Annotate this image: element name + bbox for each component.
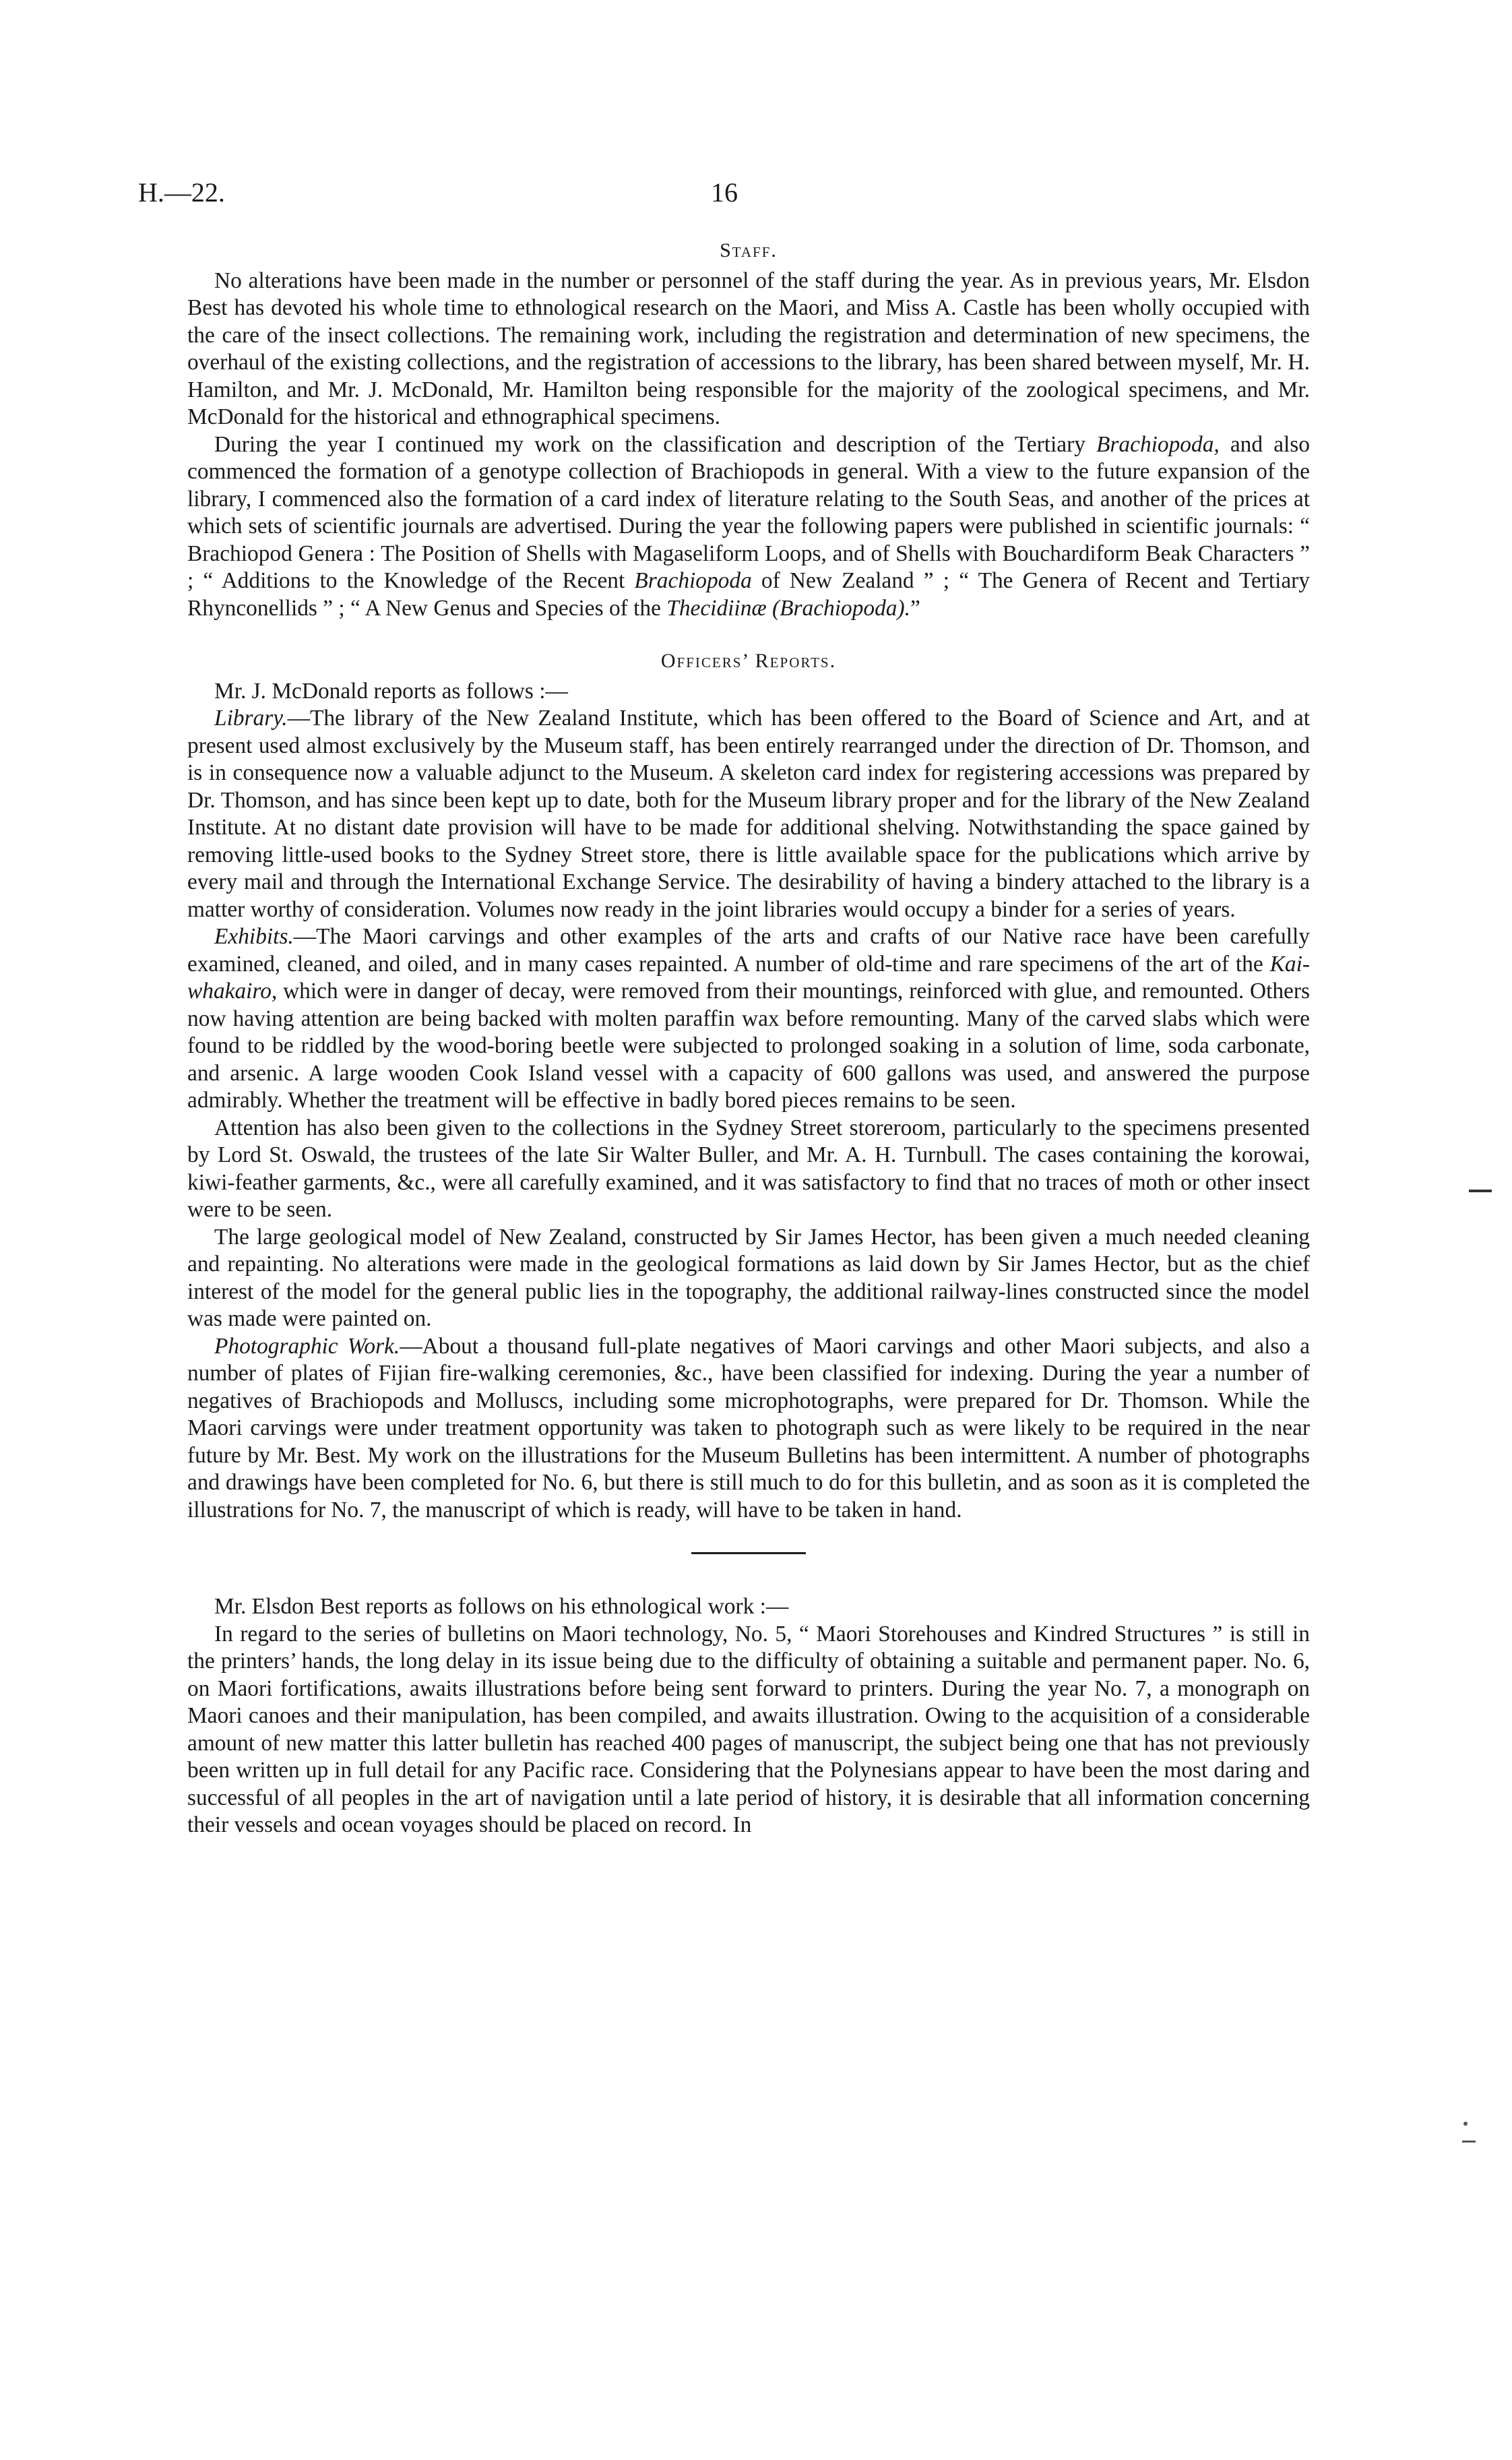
best-intro: Mr. Elsdon Best reports as follows on his ethnological work :— [214, 1594, 789, 1619]
exhibits-italic-kai-whakairo: Kai-whakairo, [187, 951, 1310, 1004]
exhibits-paragraph [187, 923, 1310, 1115]
page-header [138, 177, 1304, 217]
staff-p2-italic-brachiopoda: Brachiopoda, [1096, 431, 1220, 457]
photographic-work-label: Photographic Work. [214, 1333, 400, 1359]
staff-paragraph-2 [187, 431, 1310, 623]
staff-p2-text-c: of New Zealand ” ; “ The Genera of Recent and Tertiary Rhynconellids ” ; “ A New Genus and Species of the [187, 568, 1310, 621]
staff-p2-text-d: ” [910, 595, 920, 621]
photographic-work-paragraph [187, 1333, 1310, 1525]
best-paragraph-1: In regard to the series of bulletins on Maori technology, No. 5, “ Maori Storehouses and Kindred Structures ” is still in the printers’ hands, the long delay in its issue being due to the difficulty of obtaining a suitable and permanent paper. No. 6, on Maori fortifications, awaits illustrations before being sent forward to printers. During the year No. 7, a monograph on Maori canoes and their manipulation, has been compiled, and awaits illustration. Owing to the acquisition of a considerable amount of new matter this latter bulletin has reached 400 pages of manuscript, the subject being one that has not previously been written up in full detail for any Pacific race. Considering that the Polynesians appear to have been the most daring and successful of all peoples in the art of navigation until a late period of history, it is desirable that all information concerning their vessels and ocean voyages should be placed on record. In [187, 1621, 1310, 1837]
document-id: H.—22. [138, 177, 225, 208]
library-paragraph [187, 705, 1310, 923]
staff-p2-text-b: and also commenced the formation of a genotype collection of Brachiopods in general. With a view to the future expansion of the library, I commenced also the formation of a card index of literature relating to the South Seas, and another of the prices at which sets of scientific journals are advertised. During the year the following papers were published in scientific journals: “ Brachiopod Genera : The Position of Shells with Magaseliform Loops, and of Shells with Bouchardiform Beak Characters ” ; “ Additions to the Knowledge of the Recent [187, 431, 1310, 593]
geological-model-paragraph: The large geological model of New Zealand, constructed by Sir James Hector, has been given a much needed cleaning and repainting. No alterations were made in the geological formations as laid down by Sir James Hector, but as the chief interest of the model for the general public lies in the topography, the additional railway-lines constructed since the model was made were painted on. [187, 1224, 1310, 1331]
library-label: Library. [214, 706, 288, 731]
staff-p2-italic-brachiopoda-2: Brachiopoda [634, 568, 752, 593]
library-text: —The library of the New Zealand Institute, which has been offered to the Board of Science and Art, and at present used almost exclusively by the Museum staff, has been entirely rearranged under the direction of Dr. Thomson, and is in consequence now a valuable adjunct to the Museum. A skeleton card index for registering accessions was prepared by Dr. Thomson, and has since been kept up to date, both for the Museum library proper and for the library of the New Zealand Institute. At no distant date provision will have to be made for additional shelving. Notwithstanding the space gained by removing little-used books to the Sydney Street store, there is little available space for the publications which arrive by every mail and through the International Exchange Service. The desirability of having a bindery attached to the library is a matter worthy of consideration. Volumes now ready in the joint libraries would occupy a binder for a series of years. [187, 706, 1310, 922]
page-body [187, 237, 1310, 1839]
margin-dot-mark [1463, 2122, 1468, 2126]
margin-dash-mark-2 [1462, 2141, 1476, 2143]
photographic-work-text: —About a thousand full-plate negatives of Maori carvings and other Maori subjects, and also a number of plates of Fijian fire-walking ceremonies, &c., have been classified for indexing. During the year a number of negatives of Brachiopods and Molluscs, including some microphotographs, were prepared for Dr. Thomson. While the Maori carvings were under treatment opportunity was taken to photograph such as were likely to be required in the near future by Mr. Best. My work on the illustrations for the Museum Bulletins has been intermittent. A number of photographs and drawings have been completed for No. 6, but there is still much to do for this bulletin, and as soon as it is completed the illustrations for No. 7, the manuscript of which is ready, will have to be taken in hand. [187, 1333, 1310, 1523]
staff-p2-italic-thecidiinae: Thecidiinæ (Brachiopoda). [666, 595, 910, 621]
exhibits-label: Exhibits. [214, 924, 294, 949]
page-number: 16 [711, 177, 738, 208]
attention-paragraph: Attention has also been given to the collections in the Sydney Street storeroom, particularly to the specimens presented by Lord St. Oswald, the trustees of the late Sir Walter Buller, and Mr. A. H. Turnbull. The cases containing the korowai, kiwi-feather garments, &c., were all carefully examined, and it was satisfactory to find that no traces of moth or other insect were to be seen. [187, 1115, 1310, 1222]
margin-dash-mark [1469, 1190, 1492, 1192]
exhibits-text-a: —The Maori carvings and other examples of the arts and crafts of our Native race have been carefully examined, cleaned, and oiled, and in many cases repainted. A number of old-time and rare specimens of the art of the [187, 924, 1310, 977]
exhibits-text-b: which were in danger of decay, were removed from their mountings, reinforced with glue, and remounted. Others now having attention are being backed with molten paraffin wax before remounting. Many of the carved slabs which were found to be riddled by the wood-boring beetle were subjected to prolonged soaking in a solution of lime, soda carbonate, and arsenic. A large wooden Cook Island vessel with a capacity of 600 gallons was used, and answered the purpose admirably. Whether the treatment will be effective in badly bored pieces remains to be seen. [187, 979, 1310, 1113]
mcdonald-intro: Mr. J. McDonald reports as follows :— [214, 678, 568, 704]
officers-reports-heading: Officers’ Reports. [660, 650, 837, 672]
staff-heading: Staff. [720, 239, 778, 262]
section-divider [691, 1552, 806, 1554]
staff-paragraph-1: No alterations have been made in the number or personnel of the staff during the year. As in previous years, Mr. Elsdon Best has devoted his whole time to ethnological research on the Maori, and Miss A. Castle has been wholly occupied with the care of the insect collections. The remaining work, including the registration and determination of new specimens, the overhaul of the existing collections, and the registration of accessions to the library, has been shared between myself, Mr. H. Hamilton, and Mr. J. McDonald, Mr. Hamilton being responsible for the majority of the zoological specimens, and Mr. McDonald for the historical and ethnographical specimens. [187, 268, 1310, 429]
staff-p2-text-a: During the year I continued my work on the classification and description of the Tertiary [214, 431, 1097, 457]
